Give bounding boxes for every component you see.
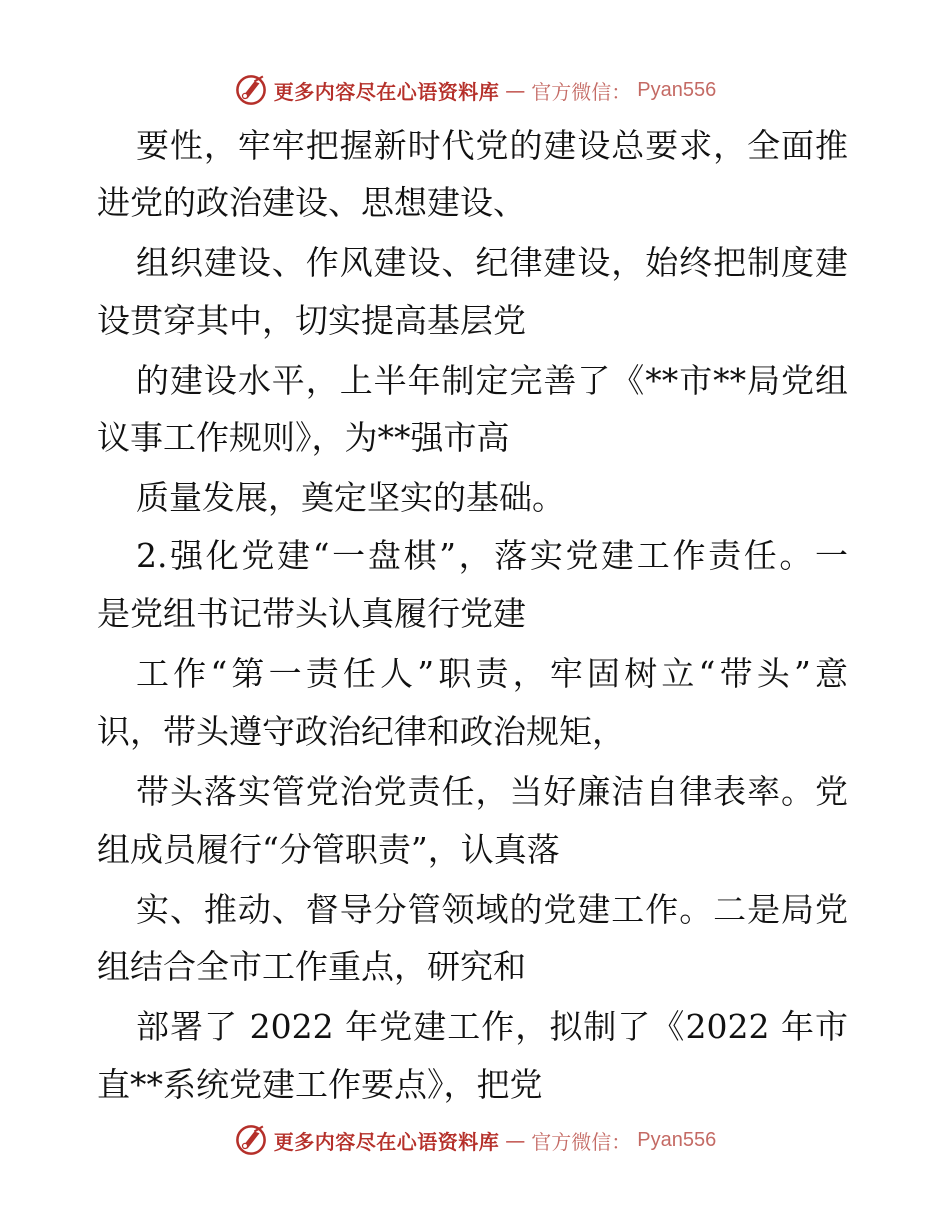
body-line-5: 的建设水平，上半年制定完善了《**市**局党组 — [136, 361, 848, 400]
body-line-10: 工作“第一责任人”职责，牢固树立“带头”意 — [136, 654, 848, 693]
body-line-4: 设贯穿其中，切实提高基层党 — [97, 301, 526, 340]
header-watermark-banner — [0, 70, 950, 110]
body-line-8: 2.强化党建“一盘棋”，落实党建工作责任。一 — [136, 536, 848, 575]
quill-logo-icon — [234, 73, 268, 107]
body-line-16: 部署了 2022 年党建工作，拟制了《2022 年市 — [136, 1007, 848, 1046]
body-line-11: 识，带头遵守政治纪律和政治规矩， — [97, 712, 625, 751]
banner-sub-text: 官方微信： — [531, 79, 632, 104]
body-line-12: 带头落实管党治党责任，当好廉洁自律表率。党 — [136, 772, 848, 811]
banner-main-text: 更多内容尽在心语资料库 — [273, 79, 500, 104]
body-line-9: 是党组书记带头认真履行党建 — [97, 594, 526, 633]
body-line-13: 组成员履行“分管职责”，认真落 — [97, 830, 560, 869]
body-line-14: 实、推动、督导分管领域的党建工作。二是局党 — [136, 890, 848, 929]
footer-banner-inner — [234, 1123, 716, 1157]
banner-wechat-id: Pyan556 — [637, 1128, 717, 1151]
body-line-17: 直**系统党建工作要点》，把党 — [97, 1065, 543, 1104]
footer-watermark-banner — [0, 1120, 950, 1160]
body-line-2: 进党的政治建设、思想建设、 — [97, 183, 526, 222]
body-line-6: 议事工作规则》，为**强市高 — [97, 418, 510, 457]
banner-dash: — — [505, 1128, 526, 1152]
banner-wechat-id: Pyan556 — [637, 78, 717, 101]
body-line-7: 质量发展，奠定坚实的基础。 — [136, 478, 565, 517]
header-banner-inner — [234, 73, 716, 107]
banner-dash: — — [505, 78, 526, 102]
banner-main-text: 更多内容尽在心语资料库 — [273, 1129, 500, 1154]
body-line-3: 组织建设、作风建设、纪律建设，始终把制度建 — [136, 243, 848, 282]
banner-sub-text: 官方微信： — [531, 1129, 632, 1154]
quill-logo-icon — [234, 1123, 268, 1157]
body-line-1: 要性，牢牢把握新时代党的建设总要求，全面推 — [136, 126, 848, 165]
body-line-15: 组结合全市工作重点，研究和 — [97, 947, 526, 986]
